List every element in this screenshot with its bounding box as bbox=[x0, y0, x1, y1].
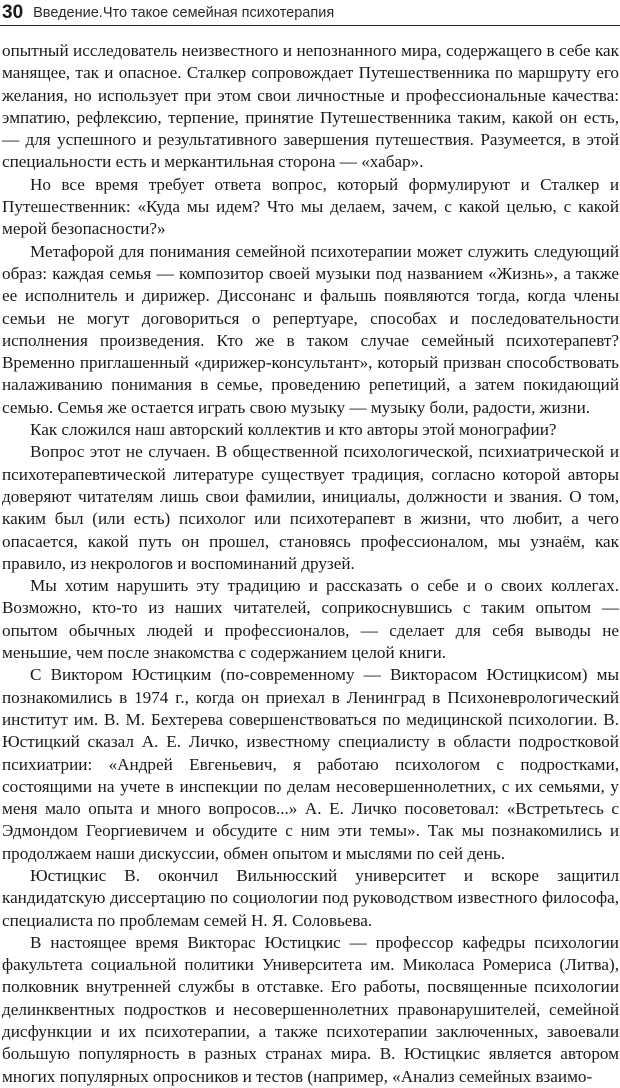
page-number: 30 bbox=[2, 2, 24, 23]
chapter-title: Введение.Что такое семейная психотерапия bbox=[33, 5, 335, 21]
paragraph: Но все время требует ответа вопрос, который формулируют и Сталкер и Путешественник: «Куда мы идем? Что мы делаем, зачем, с какой целью, с какой мерой безопасности?» bbox=[2, 174, 619, 239]
paragraph: опытный исследователь неизвестного и непознанного мира, содержащего в себе как манящее, так и опасное. Сталкер сопровождает Путешественника по маршруту его желания, но использует при этом свои личностные и профессиональные качества: эмпатию, рефлексию, терпение, принятие Путешественника таким, какой он есть, — для успешного и результативного завершения путешествия. Разумеется, в этой специальности есть и меркантильная сторона — «хабар». bbox=[2, 41, 619, 172]
paragraph: Юстицкис В. окончил Вильнюсский университет и вскоре защитил кандидатскую диссертацию по социологии под руководством известного философа, специалиста по проблемам семей Н. Я. Соловьева. bbox=[2, 865, 619, 930]
paragraph: С Виктором Юстицким (по-современному — Викторасом Юстицкисом) мы познакомились в 1974 г., когда он приехал в Ленинград в Психоневрологический институт им. В. М. Бехтерева совершенствоваться по медицинской психологии. В. Юстицкий сказал А. Е. Личко, известному специалисту в области подростковой психиатрии: «Андрей Евгеньевич, я работаю психологом с подростками, состоящими на учете в инспекции по делам несовершеннолетних, с их семьями, у меня мало опыта и много вопросов...» А. Е. Личко посоветовал: «Встретьтесь с Эдмондом Георгиевичем и обсудите с ним эти темы». Так мы познакомились и продолжаем наши дискуссии, обмен опытом и мыслями по сей день. bbox=[2, 665, 619, 863]
body-text bbox=[2, 40, 619, 1088]
paragraph: В настоящее время Викторас Юстицкис — профессор кафедры психологии факультета социальной политики Университета им. Миколаса Ромериса (Литва), полковник внутренней службы в отставке. Его работы, посвященные психологии делинквентных подростков и несовершеннолетних правонарушителей, семейной дисфункции и их психотерапии, а также психотерапии заключенных, завоевали большую популярность в разных странах мира. В. Юстицкис является автором многих популярных опросников и тестов (например, «Анализ семейных взаимо- bbox=[2, 932, 619, 1086]
running-header bbox=[0, 0, 620, 26]
paragraph: Как сложился наш авторский коллектив и кто авторы этой монографии? bbox=[30, 420, 557, 440]
paragraph: Мы хотим нарушить эту традицию и рассказать о себе и о своих коллегах. Возможно, кто-то из наших читателей, соприкоснувшись с таким опытом — опытом обычных людей и профессионалов, — сделает для себя выводы не меньшие, чем после знакомства с содержанием целой книги. bbox=[2, 576, 619, 663]
paragraph: Метафорой для понимания семейной психотерапии может служить следующий образ: каждая семья — композитор своей музыки под названием «Жизнь», а также ее исполнитель и дирижер. Диссонанс и фальшь появляются тогда, когда члены семьи не могут договориться о репертуаре, способах и последовательности исполнения произведения. Кто же в таком случае семейный психотерапевт? Временно приглашенный «дирижер-консультант», который призван способствовать налаживанию понимания в семье, проведению репетиций, а затем покидающий семью. Семья же остается играть свою музыку — музыку боли, радости, жизни. bbox=[2, 241, 619, 417]
paragraph: Вопрос этот не случаен. В общественной психологической, психиатрической и психотерапевтической литературе существует традиция, согласно которой авторы доверяют читателям лишь свои фамилии, инициалы, должности и звания. О том, каким был (или есть) психолог или психотерапевт в жизни, что любит, а чего опасается, какой путь он прошел, становясь профессионалом, мы узнаём, как правило, из некрологов и воспоминаний друзей. bbox=[2, 442, 619, 573]
